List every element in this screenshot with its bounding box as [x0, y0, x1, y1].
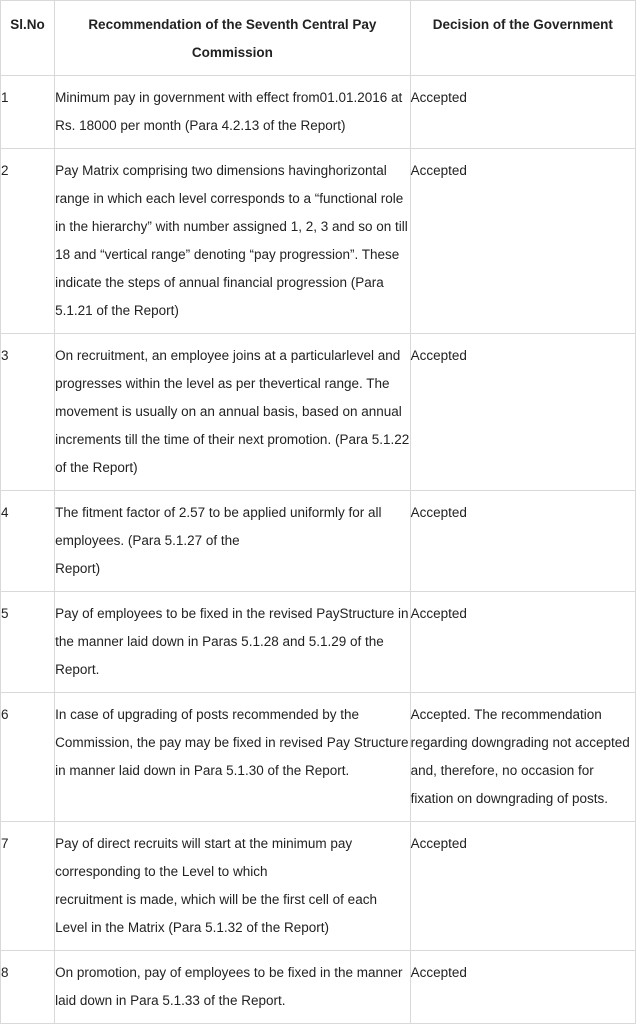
header-recommendation: Recommendation of the Seventh Central Pay Commission [55, 1, 411, 76]
row-sl-no: 5 [1, 592, 55, 693]
row-sl-no: 1 [1, 76, 55, 149]
row-sl-no: 6 [1, 693, 55, 822]
row-decision: Accepted [410, 334, 635, 491]
row-decision: Accepted [410, 491, 635, 592]
row-recommendation: In case of upgrading of posts recommended by the Commission, the pay may be fixed in revised Pay Structure in manner laid down in Para 5.1.30 of the Report. [55, 693, 411, 822]
table-row [1, 149, 636, 334]
row-recommendation: On recruitment, an employee joins at a particularlevel and progresses within the level as per thevertical range. The movement is usually on an annual basis, based on annual increments till the time of their next promotion. (Para 5.1.22 of the Report) [55, 334, 411, 491]
row-recommendation: Pay Matrix comprising two dimensions havinghorizontal range in which each level corresponds to a “functional role in the hierarchy” with number assigned 1, 2, 3 and so on till 18 and “vertical range” denoting “pay progression”. These indicate the steps of annual financial progression (Para 5.1.21 of the Report) [55, 149, 411, 334]
row-decision: Accepted [410, 592, 635, 693]
row-recommendation: On promotion, pay of employees to be fixed in the manner laid down in Para 5.1.33 of the Report. [55, 951, 411, 1024]
header-decision: Decision of the Government [410, 1, 635, 76]
row-sl-no: 7 [1, 822, 55, 951]
table-row [1, 76, 636, 149]
row-sl-no: 3 [1, 334, 55, 491]
table-row [1, 693, 636, 822]
row-sl-no: 2 [1, 149, 55, 334]
row-recommendation: Pay of direct recruits will start at the minimum pay corresponding to the Level to which recruitment is made, which will be the first cell of each Level in the Matrix (Para 5.1.32 of the Report) [55, 822, 411, 951]
row-sl-no: 8 [1, 951, 55, 1024]
table-row [1, 951, 636, 1024]
table-row [1, 822, 636, 951]
row-decision: Accepted [410, 149, 635, 334]
row-decision: Accepted. The recommendation regarding downgrading not accepted and, therefore, no occasion for fixation on downgrading of posts. [410, 693, 635, 822]
row-decision: Accepted [410, 951, 635, 1024]
table-row [1, 592, 636, 693]
row-recommendation: Pay of employees to be fixed in the revised PayStructure in the manner laid down in Paras 5.1.28 and 5.1.29 of the Report. [55, 592, 411, 693]
header-sl-no: Sl.No [1, 1, 55, 76]
row-recommendation: Minimum pay in government with effect from01.01.2016 at Rs. 18000 per month (Para 4.2.13 of the Report) [55, 76, 411, 149]
row-recommendation: The fitment factor of 2.57 to be applied uniformly for all employees. (Para 5.1.27 of the Report) [55, 491, 411, 592]
row-decision: Accepted [410, 76, 635, 149]
row-sl-no: 4 [1, 491, 55, 592]
table-header-row [1, 1, 636, 76]
table-row [1, 334, 636, 491]
table-row [1, 491, 636, 592]
row-decision: Accepted [410, 822, 635, 951]
